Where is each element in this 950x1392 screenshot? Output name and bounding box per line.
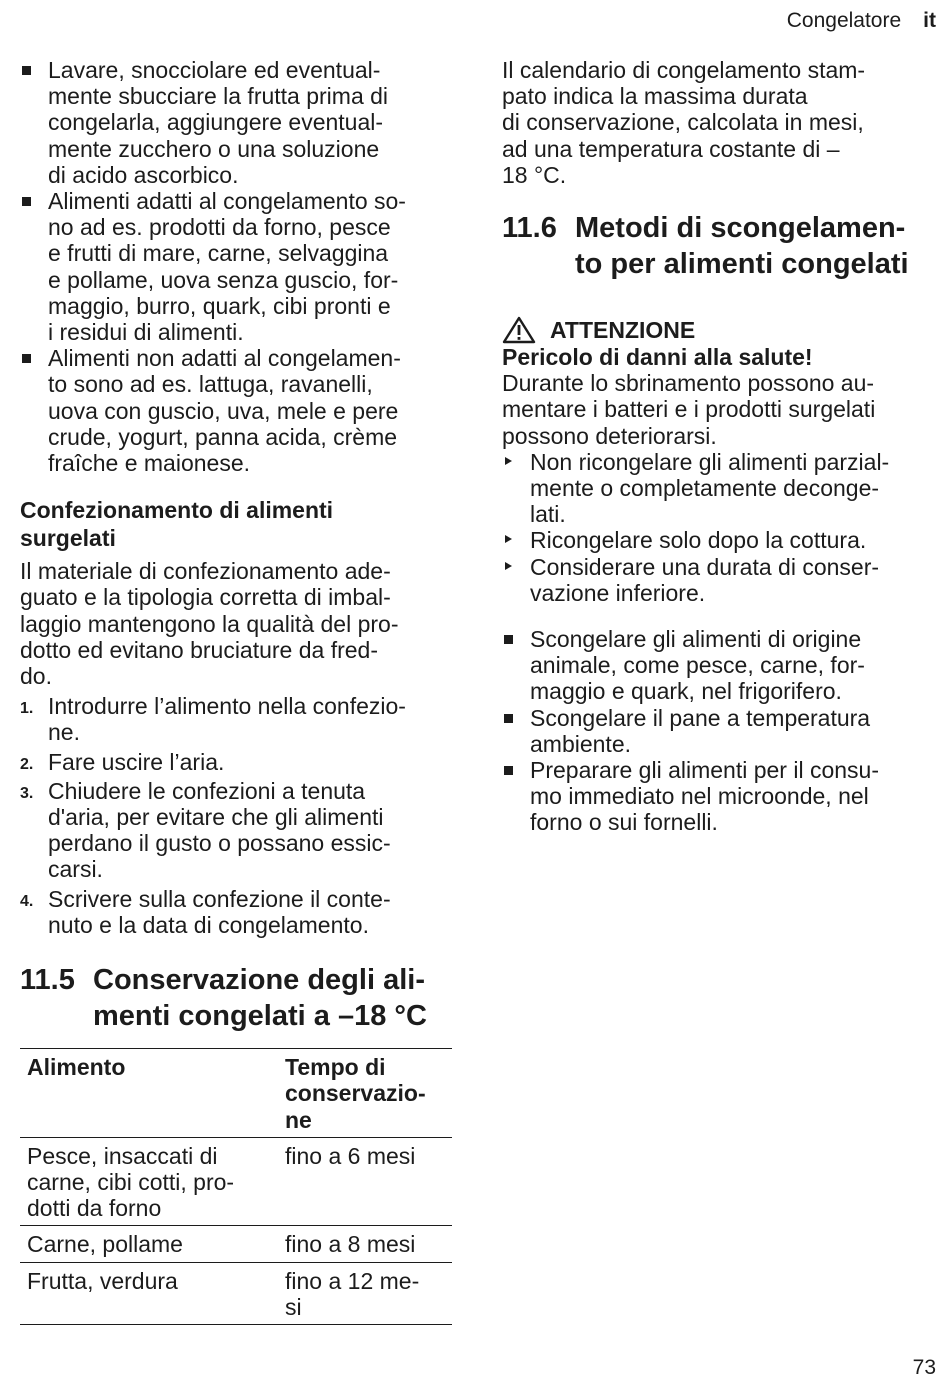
step-item: 3. Chiudere le confezioni a tenuta d'aria, per evitare che gli alimenti perdano il gusto o possano essic- carsi. bbox=[20, 777, 391, 883]
list-item: Considerare una durata di conser- vazione inferiore. bbox=[502, 554, 932, 606]
step-number: 3. bbox=[20, 784, 34, 802]
section-title: Conservazione degli ali- menti congelati a –18 °C bbox=[93, 964, 427, 1033]
table-row bbox=[20, 1137, 452, 1226]
list-item: Ricongelare solo dopo la cottura. bbox=[502, 527, 932, 553]
list-item: Lavare, snocciolare ed eventual- mente sbucciare la frutta prima di congelarla, aggiungere eventual- mente zucchero o una soluzione di acido ascorbico. bbox=[20, 57, 452, 188]
header-language: it bbox=[923, 9, 936, 32]
step-number: 2. bbox=[20, 755, 34, 773]
defrost-methods-list bbox=[502, 626, 932, 836]
page-header bbox=[787, 8, 936, 34]
column-header: Alimento bbox=[27, 1054, 126, 1081]
packaging-steps bbox=[20, 693, 452, 938]
step-item: 1. Introdurre l’alimento nella confezio- ne. bbox=[20, 693, 406, 746]
step-item: 4. Scrivere sulla confezione il conte- nuto e la data di congelamento. bbox=[20, 885, 391, 938]
page-number: 73 bbox=[912, 1356, 936, 1379]
warning-actions bbox=[502, 449, 932, 606]
header-section: Congelatore bbox=[786, 9, 902, 32]
calendar-text: Il calendario di congelamento stam- pato indica la massima durata di conservazione, calcolata in mesi, ad una temperatura costante di – 18 °C. bbox=[502, 57, 866, 188]
section-title: Metodi di scongelamen- to per alimenti congelati bbox=[575, 212, 909, 281]
section-11-6-heading bbox=[502, 210, 932, 282]
table-cell: Pesce, insaccati di carne, cibi cotti, pro- dotti da forno bbox=[20, 1137, 278, 1226]
table-row bbox=[20, 1226, 452, 1262]
table-header-row bbox=[20, 1049, 452, 1138]
storage-time-table bbox=[20, 1048, 452, 1325]
step-number: 4. bbox=[20, 892, 34, 910]
warning-subtitle: Pericolo di danni alla salute! bbox=[502, 344, 813, 371]
left-column bbox=[20, 57, 452, 1325]
table-cell: fino a 8 mesi bbox=[278, 1226, 452, 1262]
list-item: Alimenti non adatti al congelamen- to sono ad es. lattuga, ravanelli, uova con guscio, uva, mele e pere crude, yogurt, panna acida, crème fraîche e maionese. bbox=[20, 345, 452, 476]
table-cell: Carne, pollame bbox=[20, 1226, 278, 1262]
section-number: 11.5 bbox=[20, 964, 75, 997]
section-number: 11.6 bbox=[502, 212, 557, 245]
table-cell: fino a 6 mesi bbox=[278, 1137, 452, 1226]
list-item: Scongelare il pane a temperatura ambiente. bbox=[502, 705, 932, 757]
step-number: 1. bbox=[20, 700, 34, 718]
list-item: Scongelare gli alimenti di origine animale, come pesce, carne, for- maggio e quark, nel frigorifero. bbox=[502, 626, 932, 705]
freezing-tips-list bbox=[20, 57, 452, 476]
list-item: Non ricongelare gli alimenti parzial- mente o completamente deconge- lati. bbox=[502, 449, 932, 528]
warning-label: ATTENZIONE bbox=[550, 317, 696, 344]
warning-text: Durante lo sbrinamento possono au- mentare i batteri e i prodotti surgelati possono deteriorarsi. bbox=[502, 370, 876, 449]
packaging-text: Il materiale di confezionamento ade- guato e la tipologia corretta di imbal- laggio mantengono la qualità del pro- dotto ed evitano bruciature da fred- do. bbox=[20, 558, 399, 690]
step-item: 2. Fare uscire l’aria. bbox=[20, 749, 452, 775]
column-header: Tempo di conservazio- ne bbox=[285, 1054, 426, 1133]
packaging-heading: Confezionamento di alimenti surgelati bbox=[20, 497, 334, 552]
section-11-5-heading bbox=[20, 962, 452, 1034]
list-item: Preparare gli alimenti per il consu- mo immediato nel microonde, nel forno o sui fornelli. bbox=[502, 757, 932, 836]
table-row bbox=[20, 1262, 452, 1324]
warning-title bbox=[502, 316, 932, 344]
list-item: Alimenti adatti al congelamento so- no ad es. prodotti da forno, pesce e frutti di mare, carne, selvaggina e pollame, uova senza guscio, for- maggio, burro, quark, cibi pronti e i residui di alimenti. bbox=[20, 188, 452, 345]
table-cell: fino a 12 me- si bbox=[278, 1262, 452, 1324]
table-cell: Frutta, verdura bbox=[20, 1262, 278, 1324]
warning-triangle-icon bbox=[502, 316, 536, 344]
right-column bbox=[502, 57, 932, 836]
